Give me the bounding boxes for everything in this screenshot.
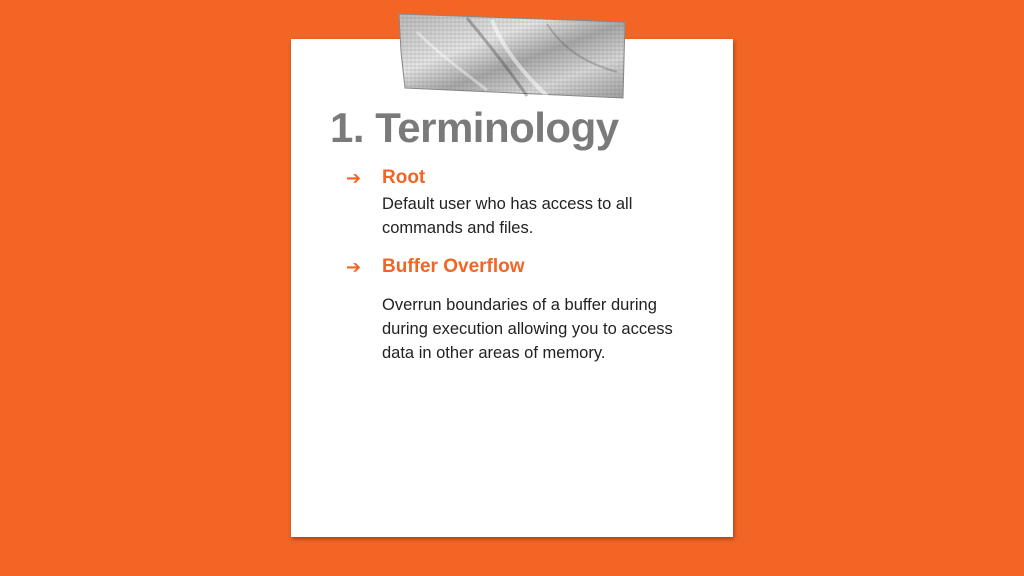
- slide-title: 1. Terminology: [330, 104, 619, 151]
- term-description: Overrun boundaries of a buffer during during execution allowing you to access data in other areas of memory.: [382, 296, 673, 362]
- term-header: [346, 255, 706, 279]
- arrow-right-icon: ➔: [346, 257, 362, 277]
- term-name: Root: [382, 167, 426, 188]
- term-name: Buffer Overflow: [382, 256, 525, 277]
- arrow-right-icon: ➔: [346, 168, 362, 188]
- term-buffer-overflow: [346, 255, 706, 365]
- term-header: [346, 166, 706, 190]
- duct-tape-icon: [397, 12, 627, 100]
- term-root: [346, 166, 706, 240]
- term-description: Default user who has access to all commands and files.: [382, 195, 633, 237]
